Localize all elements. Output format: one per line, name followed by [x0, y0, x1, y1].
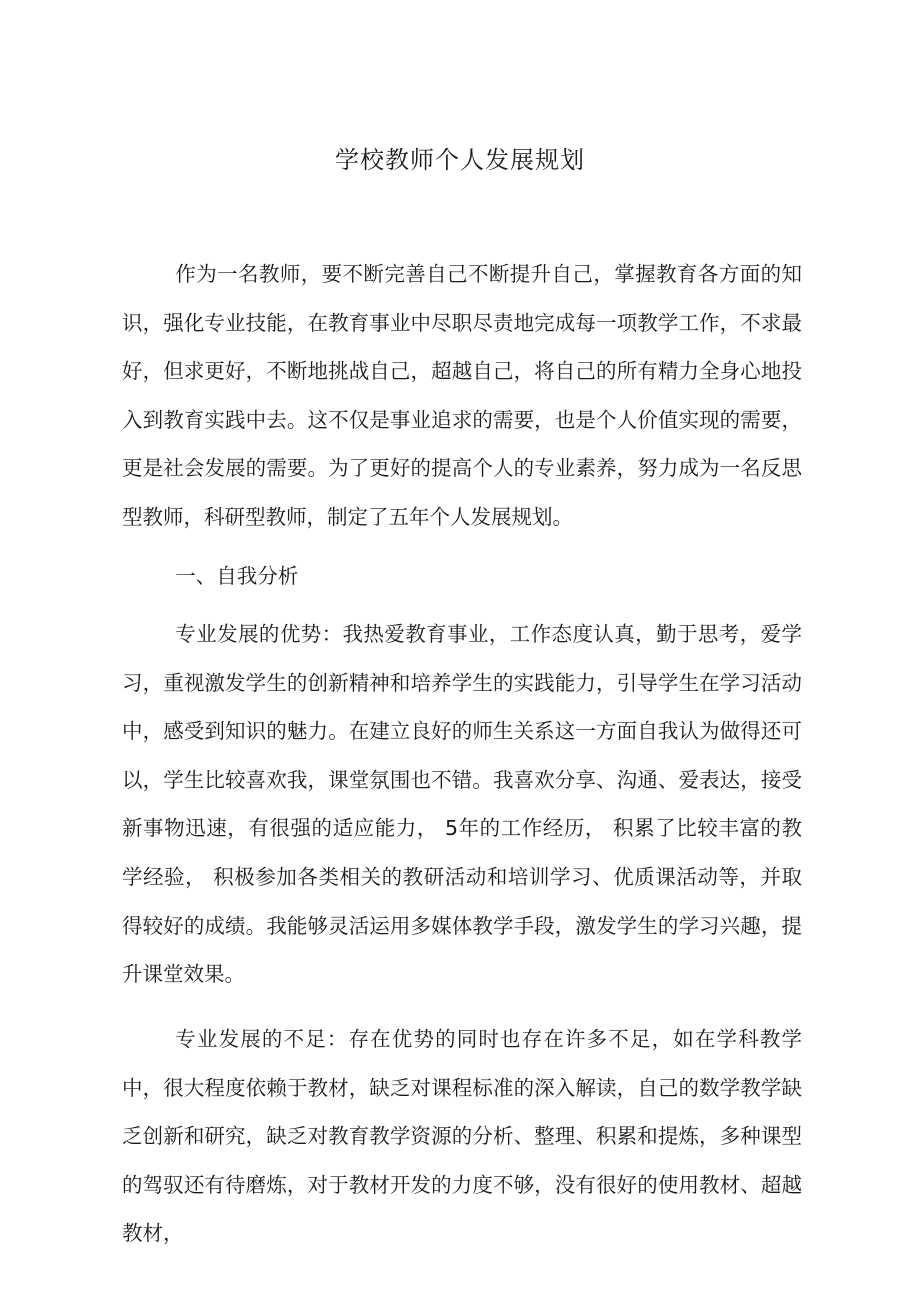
intro-paragraph: 作为一名教师，要不断完善自己不断提升自己，掌握教育各方面的知识，强化专业技能，在教育事业中尽职尽责地完成每一项教学工作，不求最好，但求更好，不断地挑战自己，超越自己，将自己的所有精力全身心地投入到教育实践中去。这不仅是事业追求的需要，也是个人价值实现的需要，更是社会发展的需要。为了更好的提高个人的专业素养，努力成为一名反思型教师，科研型教师，制定了五年个人发展规划。: [122, 262, 802, 529]
document-title: 学校教师个人发展规划: [335, 146, 585, 174]
strengths-paragraph: 专业发展的优势：我热爱教育事业，工作态度认真，勤于思考，爱学习，重视激发学生的创新精神和培养学生的实践能力，引导学生在学习活动中，感受到知识的魅力。在建立良好的师生关系这一方面自我认为做得还可以，学生比较喜欢我，课堂氛围也不错。我喜欢分享、沟通、爱表达，接受新事物迅速，有很强的适应能力， 5年的工作经历， 积累了比较丰富的教学经验， 积极参加各类相关的教研活动和培训学习、优质课活动等，并取得较好的成绩。我能够灵活运用多媒体教学手段，激发学生的学习兴趣，提升课堂效果。: [122, 622, 802, 987]
section-heading-self-analysis: 一、自我分析: [175, 564, 299, 588]
weaknesses-paragraph: 专业发展的不足：存在优势的同时也存在许多不足，如在学科教学中，很大程度依赖于教材，缺乏对课程标准的深入解读，自己的数学教学缺乏创新和研究，缺乏对教育教学资源的分析、整理、积累和提炼，多种课型的驾驭还有待磨炼，对于教材开发的力度不够，没有很好的使用教材、超越教材，: [122, 1027, 802, 1246]
